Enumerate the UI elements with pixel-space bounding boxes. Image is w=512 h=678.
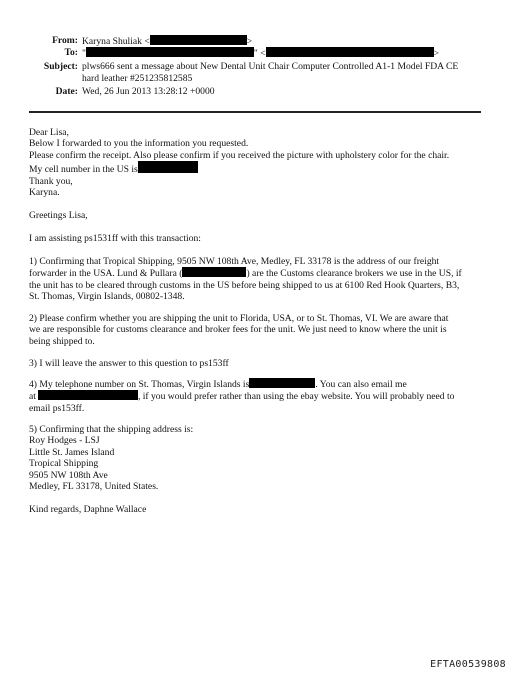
body-line: Below I forwarded to you the information you requested. — [29, 138, 249, 150]
redaction-block — [138, 161, 198, 173]
paragraph-1: 1) Confirming that Tropical Shipping, 9505 NW 108th Ave, Medley, FL 33178 is the address of our freight forwarder in the USA. Lund & Pullara ( ) are the Customs clearance brokers we use in the US, if the unit has to be cleared through customs in the US before being shipped to us at 6100 Red Hook Quarters, B3, St. Thomas, Virgin Islands, 00802-1348. — [29, 256, 462, 303]
message-karyna — [29, 127, 499, 198]
signoff: Karyna. — [29, 187, 60, 199]
address-line: Medley, FL 33178, United States. — [29, 481, 159, 493]
paragraph-5: 5) Confirming that the shipping address is: Roy Hodges - LSJ Little St. James Island Tropical Shipping 9505 NW 108th Ave Medley, FL 33178, United States. — [29, 424, 499, 492]
redaction-block — [38, 390, 138, 400]
subject-line-1: plws666 sent a message about New Dental Unit Chair Computer Controlled A1-1 Model FDA CE — [82, 61, 459, 72]
header-divider — [29, 111, 481, 113]
greeting: Greetings Lisa, — [29, 210, 88, 221]
address-line: Little St. James Island — [29, 446, 115, 458]
redaction-block — [182, 267, 246, 277]
to-label: To: — [64, 47, 78, 58]
redaction-block — [266, 47, 434, 57]
paragraph-3: 3) I will leave the answer to this question to ps153ff — [29, 358, 229, 369]
body-line: Please confirm the receipt. Also please confirm if you received the picture with upholstery color for the chair. — [29, 149, 450, 161]
paragraph-2: 2) Please confirm whether you are shipping the unit to Florida, USA, or to St. Thomas, VI. We are aware that we are responsible for customs clearance and broker fees for the unit. We just need to know where the unit is being shipped to. — [29, 313, 449, 347]
greeting: Dear Lisa, — [29, 127, 69, 138]
from-value: Karyna Shuliak < — [82, 36, 150, 47]
address-line: 9505 NW 108th Ave — [29, 469, 108, 481]
date-value: Wed, 26 Jun 2013 13:28:12 +0000 — [82, 86, 215, 97]
date-label: Date: — [55, 86, 78, 97]
address-line: Roy Hodges - LSJ — [29, 435, 100, 447]
closing: Kind regards, Daphne Wallace — [29, 504, 147, 515]
message-daphne — [29, 210, 499, 221]
subject-label: Subject: — [43, 61, 78, 72]
from-label: From: — [52, 35, 78, 46]
to-value: " — [82, 48, 86, 59]
redaction-block — [150, 35, 247, 45]
intro-line: I am assisting ps1531ff with this transaction: — [29, 233, 201, 244]
redaction-block — [249, 378, 315, 388]
thanks: Thank you, — [29, 175, 73, 187]
redaction-block — [86, 47, 254, 57]
address-line: Tropical Shipping — [29, 458, 99, 470]
document-id: EFTA00539808 — [430, 658, 506, 670]
paragraph-4: 4) My telephone number on St. Thomas, Virgin Islands is . You can also email me at , if you would prefer rather than using the ebay website. You will probably need to email ps153ff. — [29, 379, 455, 414]
body-line: My cell number in the US is — [29, 161, 499, 175]
subject-line-2: hard leather #251235812585 — [82, 73, 193, 84]
